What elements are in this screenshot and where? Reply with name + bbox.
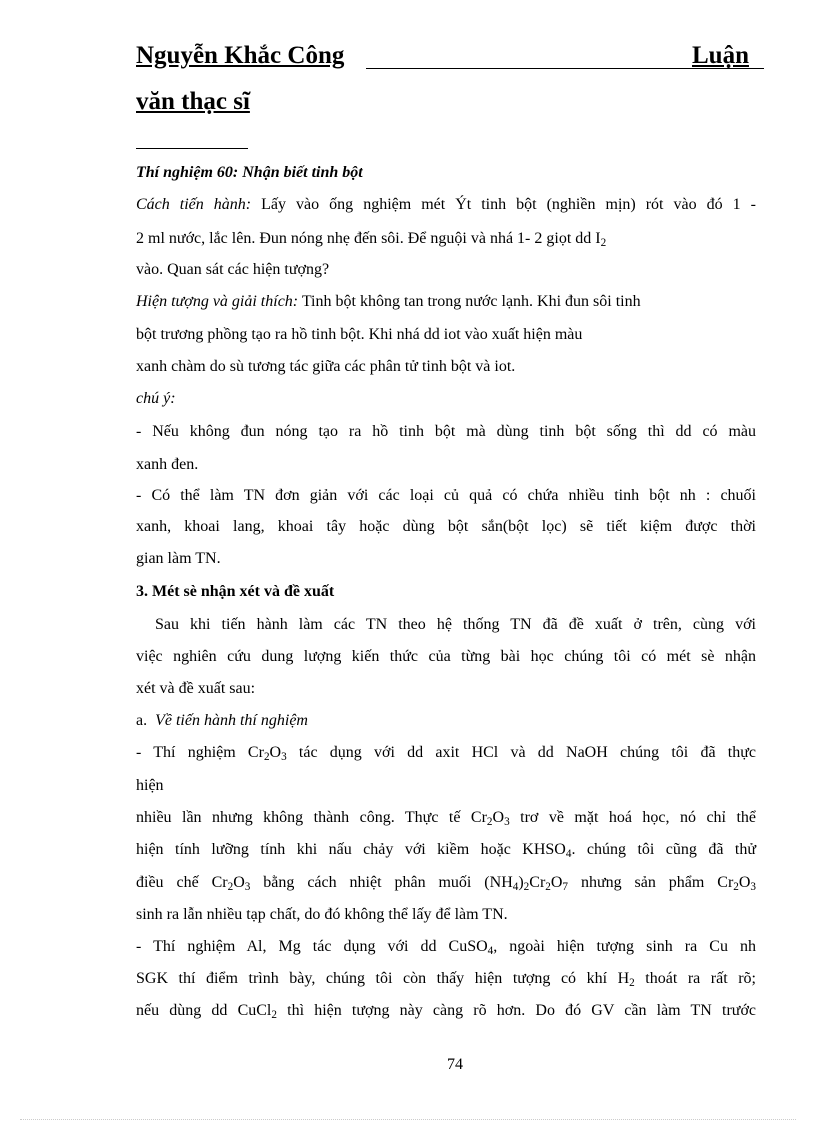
- exp60-title: Thí nghiệm 60: Nhận biết tinh bột: [136, 164, 363, 181]
- para1-line2: hiện: [136, 777, 164, 794]
- para1-line3: nhiều lần nhưng không thành công. Thực tế $Cr_2O_3$ trơ về mặt hoá học, nó chỉ thể: [136, 809, 756, 828]
- note1-line1: - Nếu không đun nóng tạo ra hồ tinh bột mà dùng tinh bột sống thì dd có màu: [136, 423, 756, 440]
- doc-type-line1: Luận: [692, 42, 749, 69]
- para2-line2: SGK thí điểm trình bày, chúng tôi còn thấy hiện tượng có khí $H_2$ thoát ra rất rõ;: [136, 970, 756, 989]
- note1-line2: xanh đen.: [136, 456, 199, 473]
- exp60-procedure-line2: [136, 230, 606, 248]
- section3-intro-line3: xét và đề xuất sau:: [136, 680, 256, 697]
- bottom-dotted-rule: [20, 1119, 796, 1120]
- subsection-title: Về tiến hành thí nghiệm: [155, 712, 308, 729]
- note-label: chú ý:: [136, 390, 176, 407]
- section3-intro-line1: Sau khi tiến hành làm các TN theo hệ thống TN đã đề xuất ở trên, cùng với: [155, 616, 756, 633]
- doc-type-line2: văn thạc sĩ: [136, 88, 250, 115]
- subsection-number: a.: [136, 712, 148, 729]
- exp60-phenomenon-line2: bột trương phồng tạo ra hồ tinh bột. Khi nhá dd iot vào xuất hiện màu: [136, 326, 583, 343]
- author-name: Nguyễn Khắc Công: [136, 42, 345, 69]
- phenomenon-label: Hiện tượng và giải thích:: [136, 293, 299, 310]
- subsection-a: [136, 712, 308, 730]
- procedure-label: Cách tiến hành:: [136, 196, 252, 213]
- procedure-text: Lấy vào ống nghiệm mét Ýt tinh bột (nghiền mịn) rót vào đó 1 -: [251, 196, 757, 213]
- exp60-procedure-line3: vào. Quan sát các hiện tượng?: [136, 261, 330, 278]
- subscript: 2: [600, 236, 607, 249]
- exp60-phenomenon-line3: xanh chàm do sù tương tác giữa các phân tử tinh bột và iot.: [136, 358, 516, 375]
- para1-line5: điều chế $Cr_2O_3$ bằng cách nhiệt phân muối $(NH_4)_2Cr_2O_7$ nhưng sản phẩm $Cr_2O_3$: [136, 874, 757, 893]
- procedure-text: 2 ml nước, lắc lên. Đun nóng nhẹ đến sôi. Để nguội và nhá 1- 2 giọt dd I: [136, 230, 601, 247]
- header-rule: [366, 68, 764, 69]
- para2-line3: nếu dùng dd CuCl$_2$ thì hiện tượng này càng rõ hơn. Do đó GV cần làm TN trước: [136, 1002, 757, 1021]
- para1-line6: sinh ra lẫn nhiều tạp chất, do đó không thể lấy để làm TN.: [136, 906, 508, 923]
- phenomenon-text: Tinh bột không tan trong nước lạnh. Khi đun sôi tinh: [298, 293, 641, 310]
- para1-line1: - Thí nghiệm $Cr_2O_3$ tác dụng với dd axit HCl và dd NaOH chúng tôi đã thực: [136, 744, 757, 763]
- exp60-procedure-line1: [136, 196, 756, 214]
- section3-intro-line2: việc nghiên cứu dung lượng kiến thức của từng bài học chúng tôi có mét sè nhận: [136, 648, 756, 665]
- note2-line1: - Có thể làm TN đơn giản với các loại củ quả có chứa nhiều tinh bột nh : chuối: [136, 487, 756, 504]
- note2-line2: xanh, khoai lang, khoai tây hoặc dùng bột sắn(bột lọc) sẽ tiết kiệm được thời: [136, 518, 756, 535]
- para2-line1: - Thí nghiệm Al, Mg tác dụng với dd CuSO$_4$, ngoài hiện tượng sinh ra Cu nh: [136, 938, 756, 957]
- exp60-phenomenon-line1: [136, 293, 641, 311]
- note2-line3: gian làm TN.: [136, 550, 221, 567]
- page-number: 74: [447, 1056, 463, 1073]
- para1-line4: hiện tính lưỡng tính khi nấu chảy với kiềm hoặc $KHSO_4$. chúng tôi cũng đã thử: [136, 841, 757, 860]
- section3-heading: 3. Mét sè nhận xét và đề xuất: [136, 583, 335, 600]
- header-short-rule: [136, 148, 248, 149]
